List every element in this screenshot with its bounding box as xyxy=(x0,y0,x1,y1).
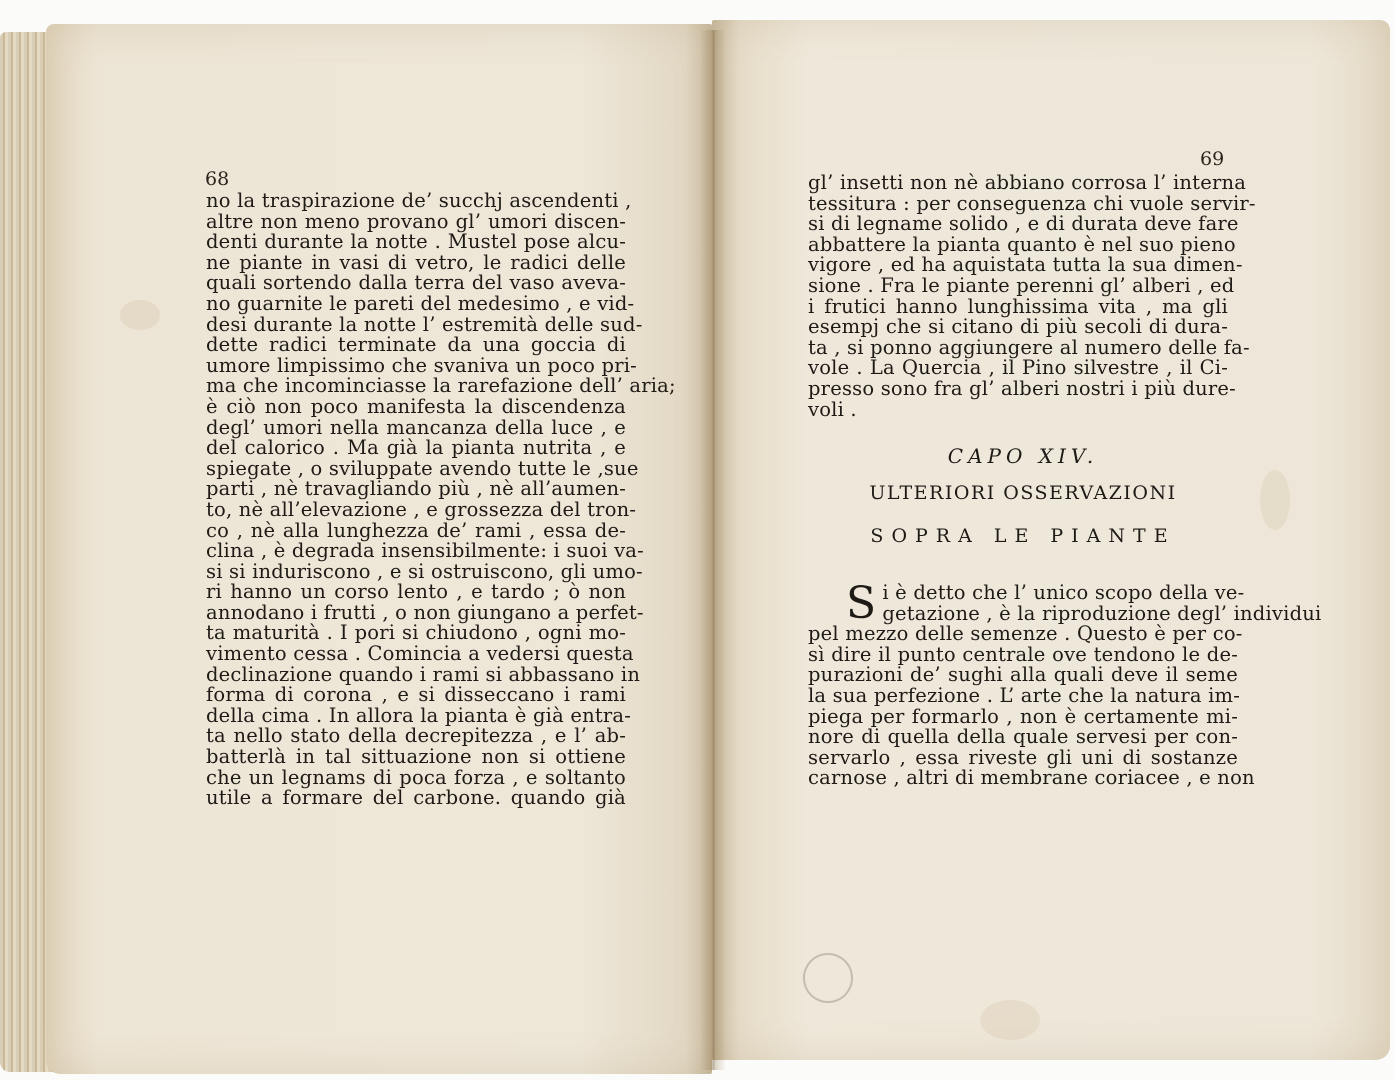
right-page-body-text xyxy=(808,578,1322,790)
chapter-subtitle: ULTERIORI OSSERVAZIONI xyxy=(869,482,1177,504)
text-line: i è detto che l’ unico scopo della ve- xyxy=(882,581,1245,604)
chapter-subtitle-2: SOPRA LE PIANTE xyxy=(870,525,1176,547)
text-line: nore di quella della quale servesi per con- xyxy=(808,725,1238,749)
left-page-text xyxy=(206,189,676,810)
text-line: clina , è degrada insensibilmente: i suoi va- xyxy=(206,539,644,563)
right-page-top-text xyxy=(808,171,1256,421)
text-line: denti durante la notte . Mustel pose alcu- xyxy=(206,230,626,254)
text-line: si si induriscono , e si ostruiscono, gli umo- xyxy=(206,559,643,583)
foxing-spot xyxy=(120,300,160,330)
text-line: voli . xyxy=(808,397,857,421)
text-line: la sua perfezione . L’ arte che la natura im- xyxy=(808,683,1241,707)
text-line: ri hanno un corso lento , e tardo ; ò non xyxy=(206,580,626,604)
text-line: no la traspirazione de’ succhj ascendenti , xyxy=(206,189,632,212)
text-line: batterlà in tal sittuazione non si ottiene xyxy=(206,745,626,769)
text-line: pel mezzo delle semenze . Questo è per co- xyxy=(808,622,1243,646)
text-line: to, nè all’elevazione , e grossezza del tron- xyxy=(206,497,637,521)
book-gutter xyxy=(700,30,726,1070)
text-line: vimento cessa . Comincia a vedersi questa xyxy=(206,642,634,666)
chapter-title: CAPO XIV. xyxy=(947,444,1099,468)
text-line: altre non meno provano gl’ umori discen- xyxy=(206,209,626,233)
text-line: utile a formare del carbone. quando già xyxy=(206,786,626,810)
page-number-left: 68 xyxy=(205,168,230,190)
text-line: umore limpissimo che svaniva un poco pri- xyxy=(206,353,637,377)
text-line: ta , si ponno aggiungere al numero delle fa- xyxy=(808,335,1250,359)
text-line: co , nè alla lunghezza de’ rami , essa de- xyxy=(206,518,626,542)
text-line: annodano i frutti , o non giungano a perfet- xyxy=(206,600,644,624)
text-line: vigore , ed ha aquistata tutta la sua dimen- xyxy=(808,253,1243,277)
text-line: abbattere la pianta quanto è nel suo pieno xyxy=(808,232,1236,256)
text-line: i frutici hanno lunghissima vita , ma gli xyxy=(808,294,1228,318)
text-line: servarlo , essa riveste gli uni di sostanze xyxy=(808,745,1238,769)
text-line: parti , nè travagliando più , nè all’aumen- xyxy=(206,477,626,501)
text-line: tessitura : per conseguenza chi vuole servir- xyxy=(808,191,1256,215)
text-line: declinazione quando i rami si abbassano in xyxy=(206,662,641,686)
text-line: getazione , è la riproduzione degl’ individui xyxy=(882,601,1322,625)
text-line: quali sortendo dalla terra del vaso aveva- xyxy=(206,271,626,295)
text-line: forma di corona , e si disseccano i rami xyxy=(206,683,626,707)
text-line: sì dire il punto centrale ove tendono le de- xyxy=(808,642,1238,666)
foxing-spot xyxy=(980,1000,1040,1040)
text-line: no guarnite le pareti del medesimo , e vid- xyxy=(206,291,635,315)
text-line: desi durante la notte l’ estremità delle sud- xyxy=(206,312,643,336)
text-line: piega per formarlo , non è certamente mi- xyxy=(808,704,1238,728)
text-line: è ciò non poco manifesta la discendenza xyxy=(206,394,626,418)
text-line: ne piante in vasi di vetro, le radici delle xyxy=(206,250,626,274)
text-line: sione . Fra le piante perenni gl’ alberi , ed xyxy=(808,273,1235,297)
text-line: gl’ insetti non nè abbiano corrosa l’ interna xyxy=(808,171,1247,194)
page-number-right: 69 xyxy=(1200,148,1225,170)
text-line: del calorico . Ma già la pianta nutrita , e xyxy=(206,436,626,460)
text-line: degl’ umori nella mancanza della luce , e xyxy=(206,415,626,439)
text-line: ta nello stato della decrepitezza , e l’ ab- xyxy=(206,724,626,748)
text-line: si di legname solido , e di durata deve fare xyxy=(808,212,1239,236)
text-line: dette radici terminate da una goccia di xyxy=(206,333,626,357)
text-line: carnose , altri di membrane coriacee , e non xyxy=(808,766,1255,790)
text-line: spiegate , o sviluppate avendo tutte le ,sue xyxy=(206,456,639,480)
drop-cap: S xyxy=(846,578,877,629)
text-line: ma che incominciasse la rarefazione dell’ aria; xyxy=(206,374,676,398)
text-line: purazioni de’ sughi alla quali deve il seme xyxy=(808,663,1238,687)
text-line: presso sono fra gl’ alberi nostri i più dure- xyxy=(808,376,1236,400)
text-line: che un legnams di poca forza , e soltanto xyxy=(206,765,626,789)
foxing-spot xyxy=(1260,470,1290,530)
text-line: ta maturità . I pori si chiudono , ogni mo- xyxy=(206,621,626,645)
text-line: esempj che si citano di più secoli di dura- xyxy=(808,315,1228,339)
text-line: vole . La Quercia , il Pino silvestre , il Ci- xyxy=(808,356,1228,380)
text-line: della cima . In allora la pianta è già entra- xyxy=(206,703,632,727)
